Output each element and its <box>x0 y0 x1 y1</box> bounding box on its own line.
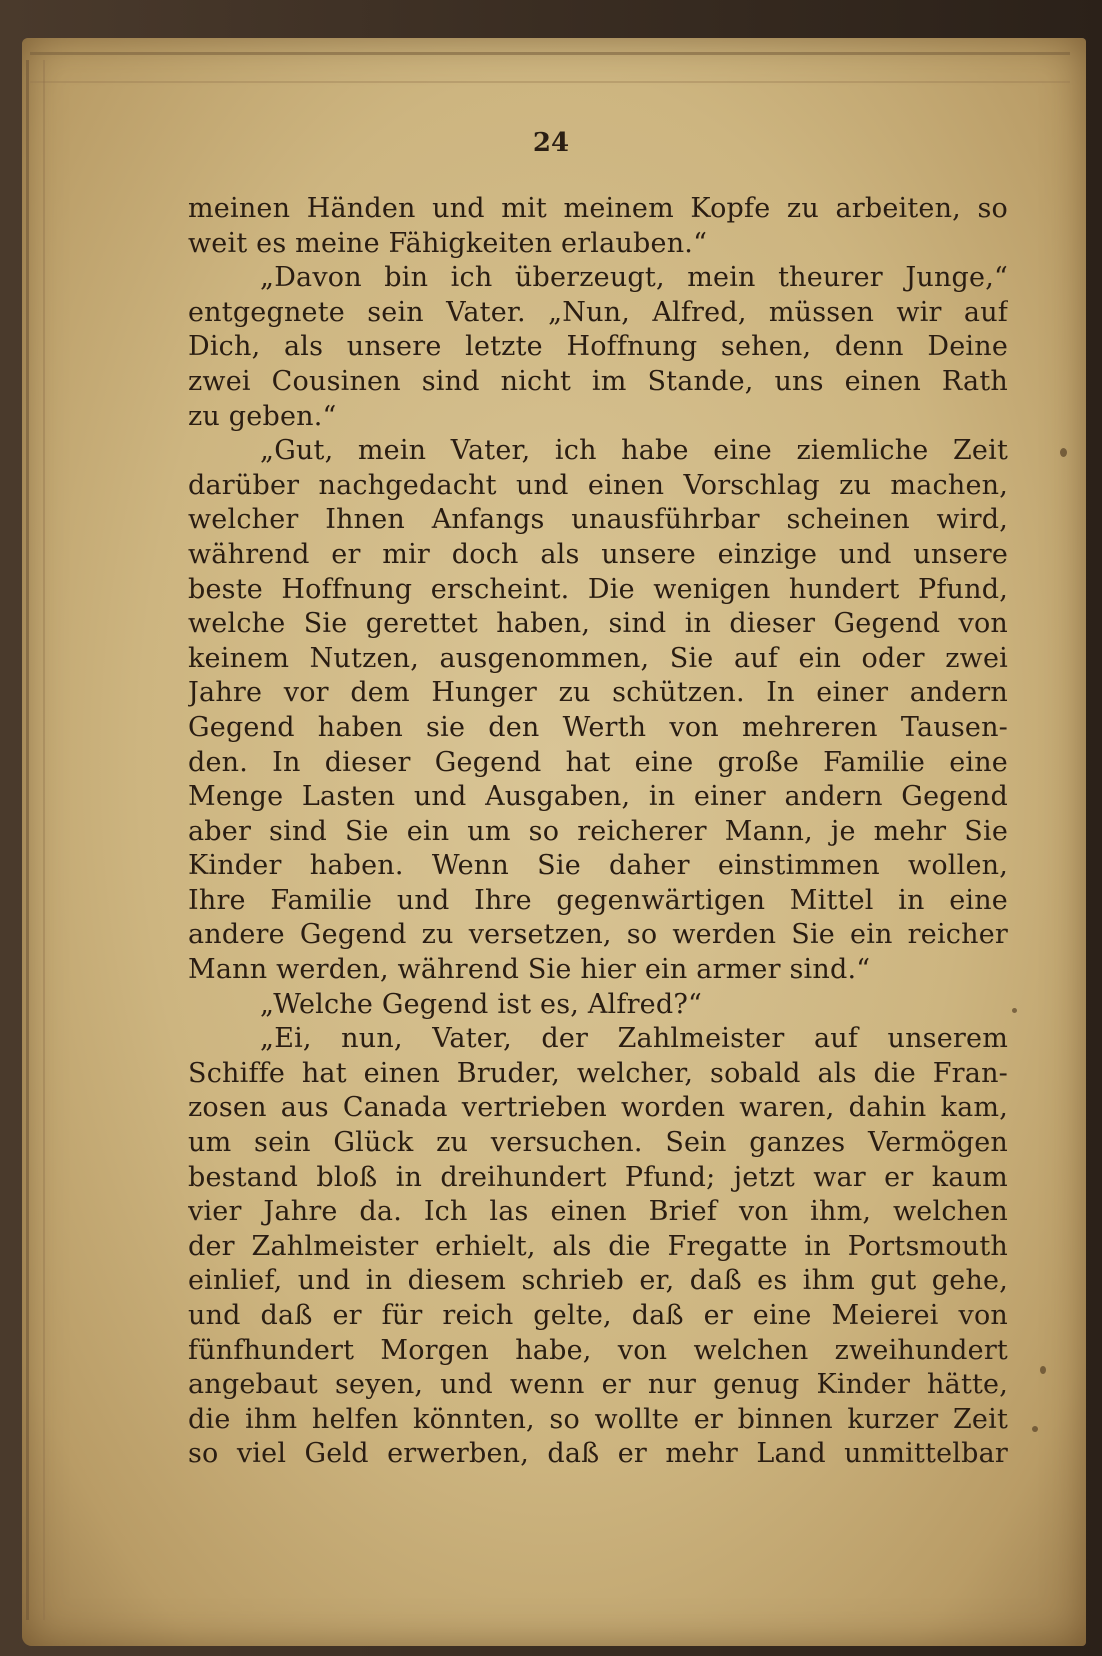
page-edge-left <box>26 60 45 1620</box>
ink-speck <box>1012 1008 1017 1013</box>
text-line: so viel Geld erwerben, daß er mehr Land unmittelbar <box>188 1438 1008 1470</box>
text-line: „Welche Gegend ist es, Alfred?“ <box>260 988 703 1020</box>
text-line: keinem Nutzen, ausgenommen, Sie auf ein oder zwei <box>188 642 1008 674</box>
text-line: aber sind Sie ein um so reicherer Mann, je mehr Sie <box>188 815 1008 847</box>
text-line: welcher Ihnen Anfangs unausführbar scheinen wird, <box>188 504 1008 536</box>
text-line: zwei Cousinen sind nicht im Stande, uns einen Rath <box>188 365 1008 397</box>
text-line: den. In dieser Gegend hat eine große Familie eine <box>188 746 1008 778</box>
text-line: zosen aus Canada vertrieben worden waren, dahin kam, <box>188 1092 1008 1124</box>
text-line: beste Hoffnung erscheint. Die wenigen hundert Pfund, <box>188 573 1008 605</box>
text-line: fünfhundert Morgen habe, von welchen zweihundert <box>188 1334 1008 1366</box>
text-line: „Davon bin ich überzeugt, mein theurer Junge,“ <box>260 262 1008 294</box>
page-edge-top <box>30 52 1070 83</box>
text-line: bestand bloß in dreihundert Pfund; jetzt war er kaum <box>188 1161 1008 1193</box>
text-line: entgegnete sein Vater. „Nun, Alfred, müssen wir auf <box>188 296 1008 328</box>
text-line: angebaut seyen, und wenn er nur genug Kinder hätte, <box>188 1369 1008 1401</box>
text-line: um sein Glück zu versuchen. Sein ganzes Vermögen <box>188 1127 1008 1159</box>
text-line: welche Sie gerettet haben, sind in dieser Gegend von <box>188 608 1008 640</box>
text-line: „Ei, nun, Vater, der Zahlmeister auf unserem <box>260 1023 1008 1055</box>
ink-speck <box>1060 448 1067 457</box>
text-line: und daß er für reich gelte, daß er eine Meierei von <box>188 1300 1008 1331</box>
text-line: meinen Händen und mit meinem Kopfe zu arbeiten, so <box>188 193 1008 224</box>
text-line: der Zahlmeister erhielt, als die Fregatte in Portsmouth <box>188 1230 1008 1262</box>
text-line: während er mir doch als unsere einzige und unsere <box>188 538 1008 570</box>
text-line: Schiffe hat einen Bruder, welcher, sobald als die Fran- <box>188 1057 1008 1089</box>
text-line: Mann werden, während Sie hier ein armer sind.“ <box>188 954 871 986</box>
text-line: darüber nachgedacht und einen Vorschlag zu machen, <box>188 469 1008 501</box>
ink-speck <box>1032 1426 1038 1432</box>
text-line: weit es meine Fähigkeiten erlauben.“ <box>188 227 708 259</box>
ink-speck <box>1040 1366 1046 1374</box>
text-line: Ihre Familie und Ihre gegenwärtigen Mittel in eine <box>188 884 1008 916</box>
text-line: „Gut, mein Vater, ich habe eine ziemliche Zeit <box>260 435 1008 467</box>
text-line: Jahre vor dem Hunger zu schützen. In einer andern <box>188 677 1008 709</box>
body-text <box>188 192 1008 1472</box>
page-number: 24 <box>532 128 570 158</box>
text-line: die ihm helfen könnten, so wollte er binnen kurzer Zeit <box>188 1403 1008 1435</box>
text-line: Kinder haben. Wenn Sie daher einstimmen wollen, <box>188 850 1008 882</box>
text-line: Dich, als unsere letzte Hoffnung sehen, denn Deine <box>188 331 1008 363</box>
text-line: andere Gegend zu versetzen, so werden Sie ein reicher <box>188 919 1008 951</box>
text-line: vier Jahre da. Ich las einen Brief von ihm, welchen <box>188 1196 1008 1228</box>
text-line: Gegend haben sie den Werth von mehreren Tausen- <box>188 711 1008 743</box>
text-line: einlief, und in diesem schrieb er, daß es ihm gut gehe, <box>188 1265 1008 1297</box>
text-line: Menge Lasten und Ausgaben, in einer andern Gegend <box>188 781 1008 813</box>
text-line: zu geben.“ <box>188 400 337 432</box>
